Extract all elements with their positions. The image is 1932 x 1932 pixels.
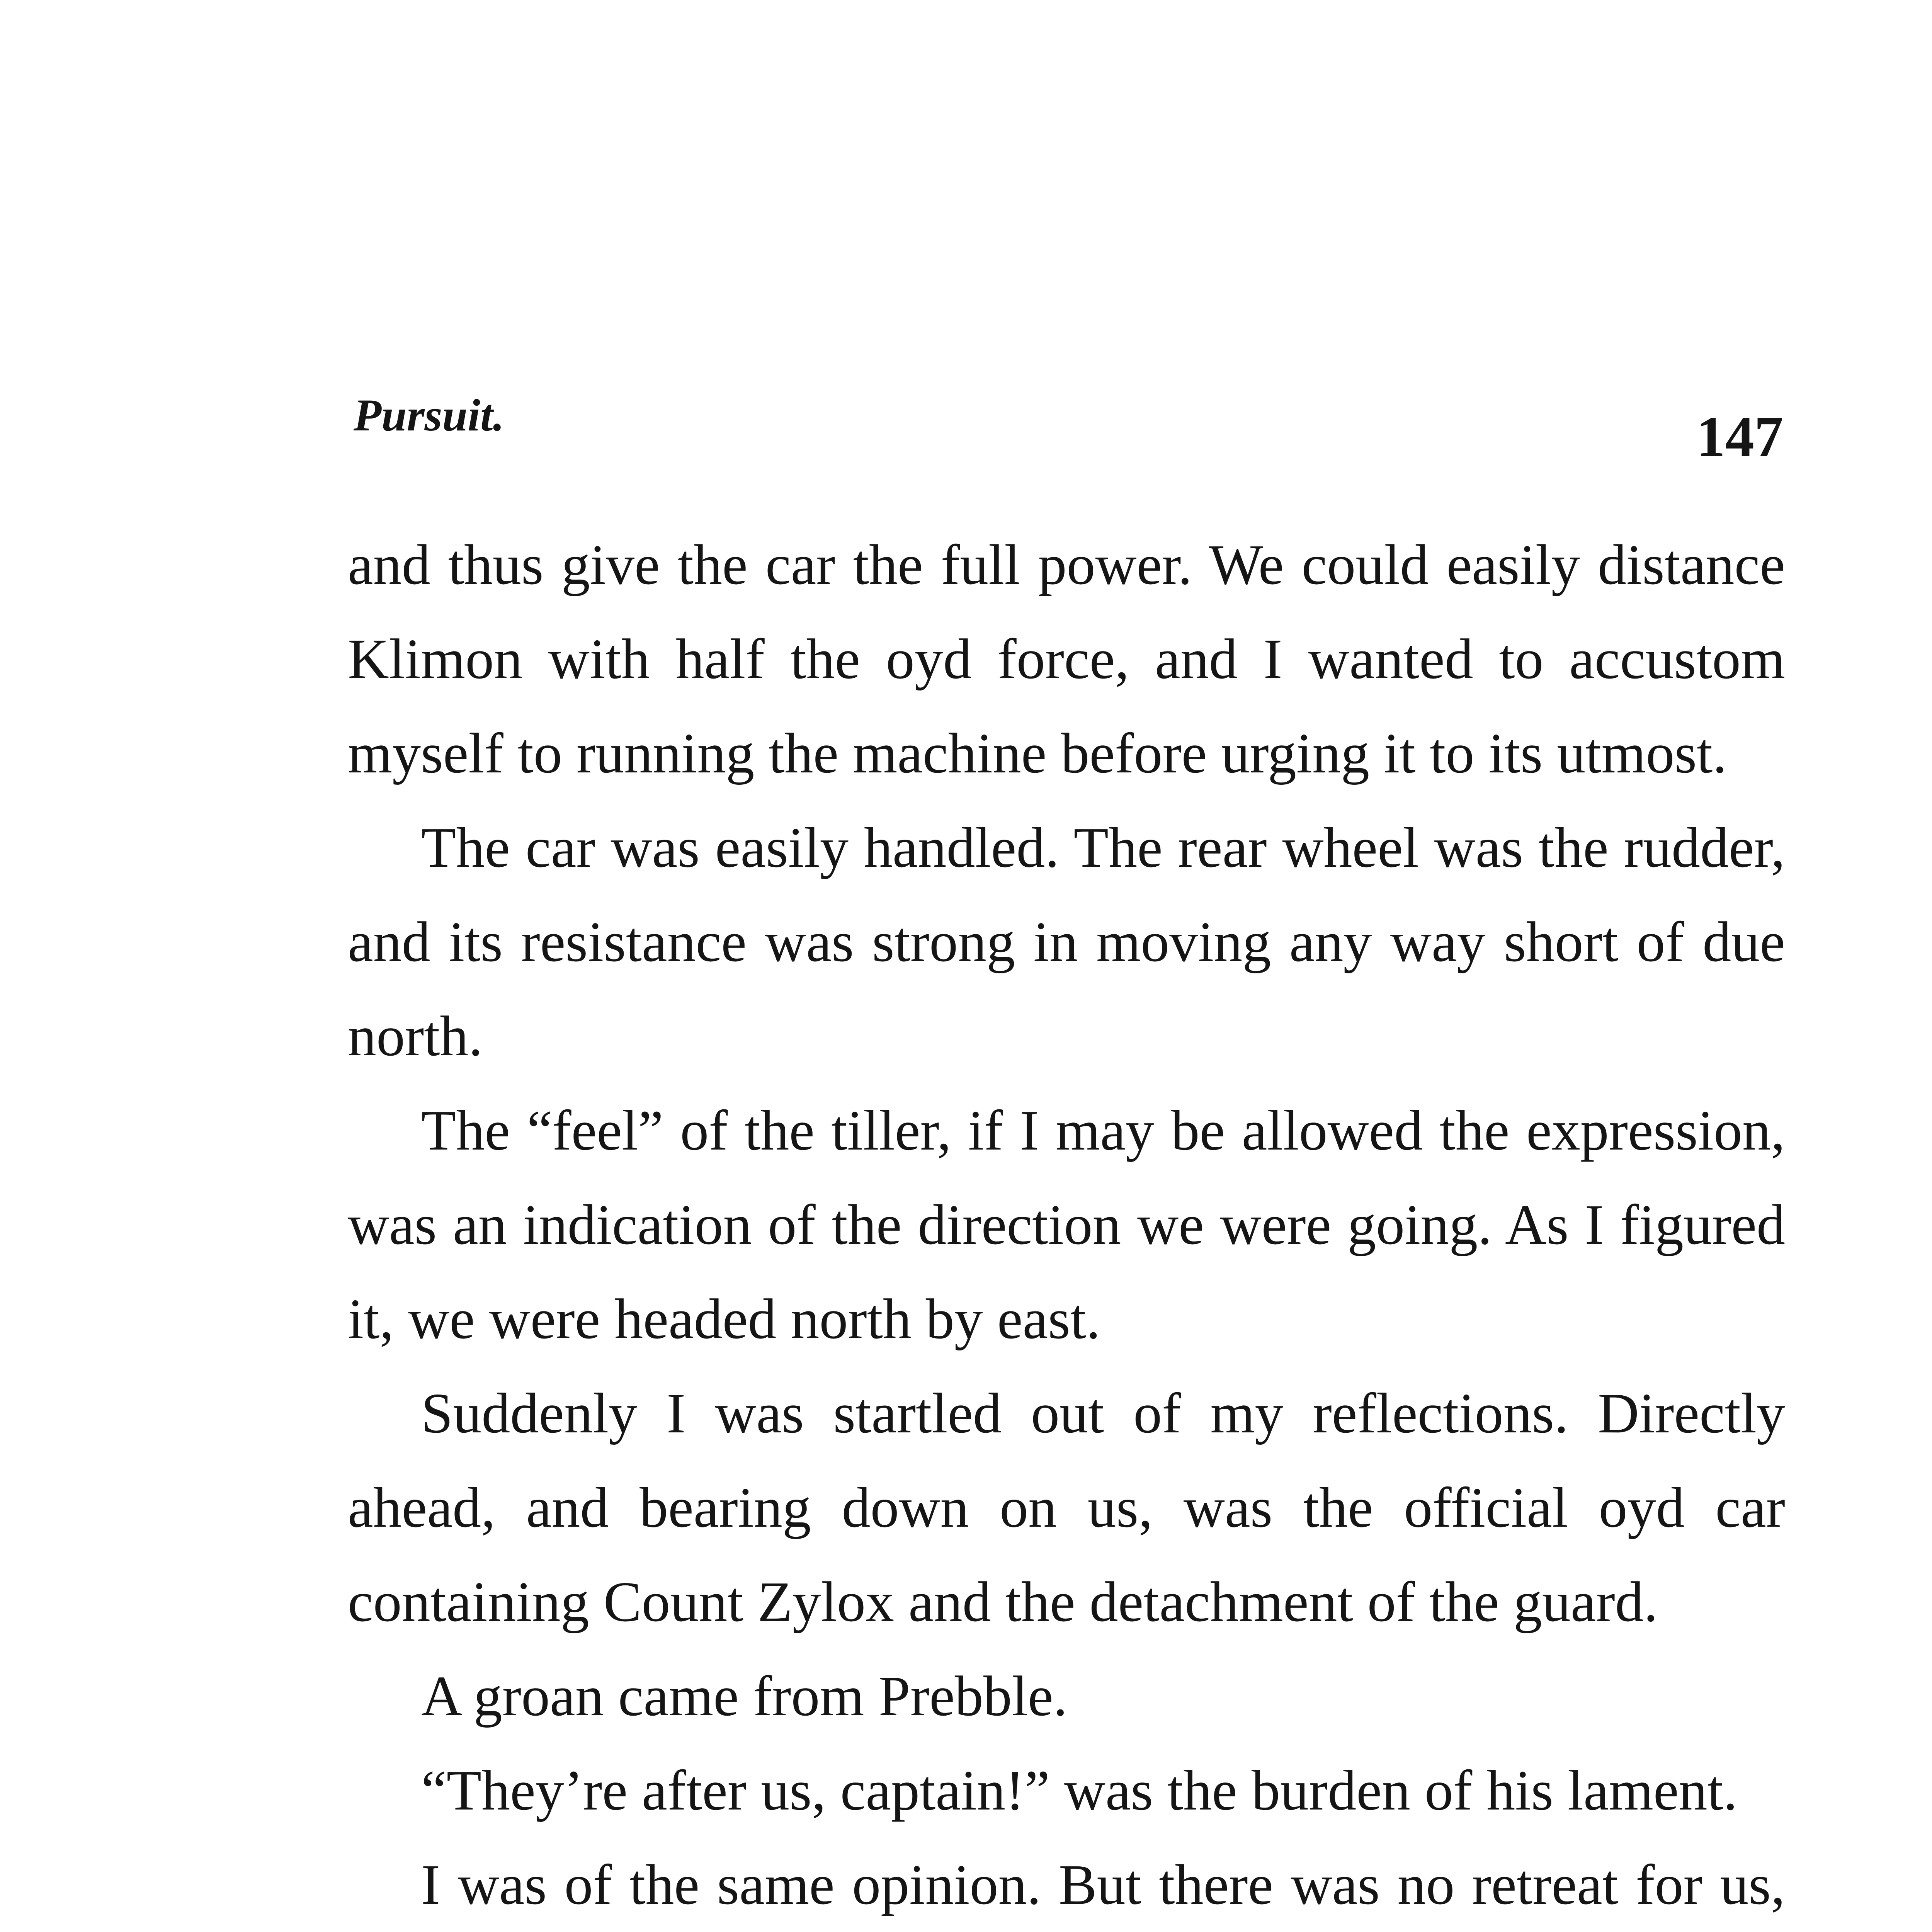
running-title: Pursuit. bbox=[354, 390, 505, 440]
paragraph-6: “They’re after us, captain!” was the burden of his lament. bbox=[421, 1759, 1738, 1822]
paragraph-1: and thus give the car the full power. We could easily distance Klimon with half the oyd force, and I wanted to accustom myself to running the machine before urging it to its utmost. bbox=[348, 533, 1785, 785]
paragraph-7: I was of the same opinion. But there was no retreat for us, bbox=[421, 1853, 1785, 1917]
paragraph-5: A groan came from Prebble. bbox=[421, 1665, 1068, 1728]
paragraph-4: Suddenly I was startled out of my reflections. Directly ahead, and bearing down on us, was the official oyd car containing Count Zylox and the detachment of the guard. bbox=[348, 1382, 1785, 1634]
page-number: 147 bbox=[1696, 405, 1783, 469]
paragraph-2: The car was easily handled. The rear wheel was the rudder, and its resistance was strong in moving any way short of due north. bbox=[348, 816, 1785, 1068]
running-head bbox=[354, 386, 1783, 471]
body-text bbox=[348, 518, 1785, 1932]
paragraph-3: The “feel” of the tiller, if I may be allowed the expression, was an indication of the direction we were going. As I figured it, we were headed north by east. bbox=[348, 1099, 1785, 1351]
